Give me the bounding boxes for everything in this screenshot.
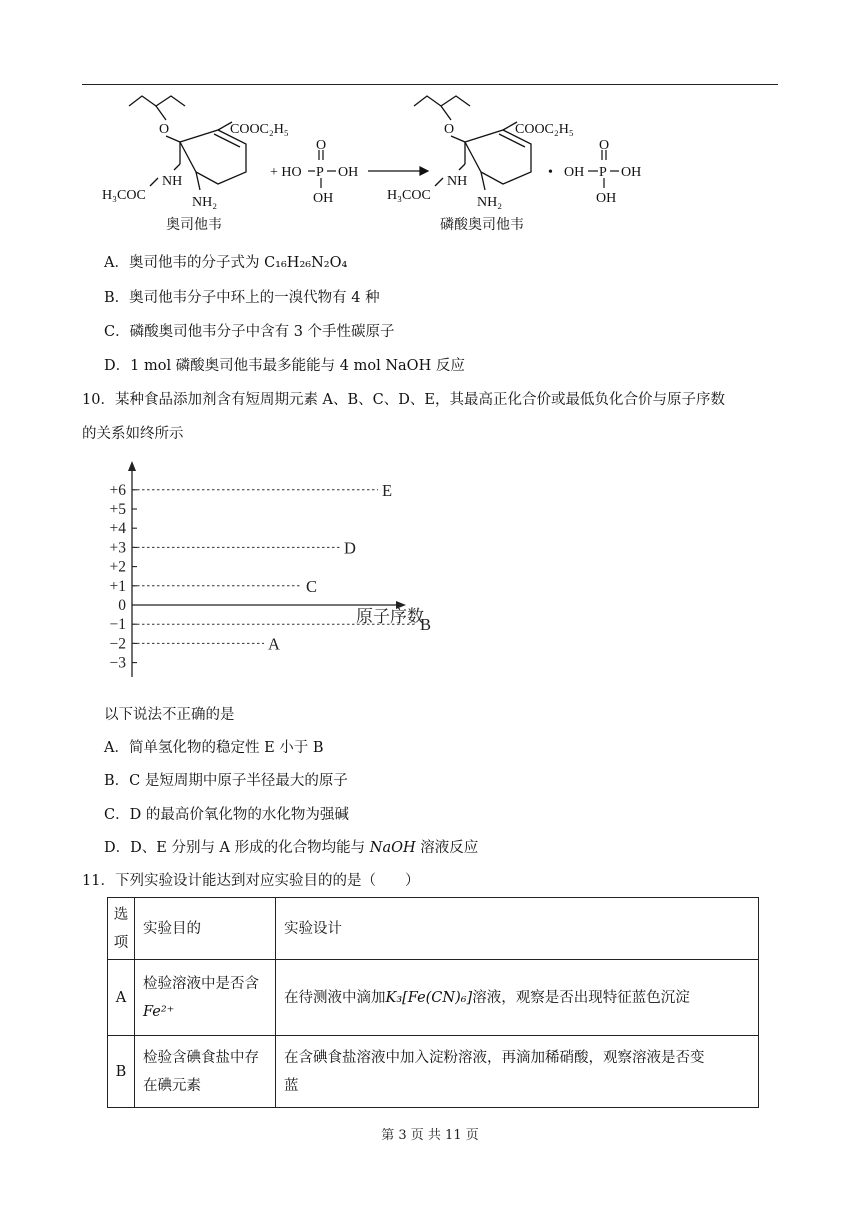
row-b-purpose-line2: 在碘元素	[143, 1077, 201, 1094]
h3coc-label-right: H₃COC	[387, 188, 431, 203]
salt-phosphorus-label: P	[599, 165, 607, 180]
row-b-design-line2: 蓝	[284, 1077, 299, 1094]
oseltamivir-label: 奥司他韦	[166, 218, 222, 233]
salt-oh-bottom: OH	[596, 191, 617, 206]
cooc2h5-label-left: COOC₂H₅	[230, 122, 289, 137]
y-tick-label: +2	[109, 558, 126, 576]
q10-option-b: B．C 是短周期中原子半径最大的原子	[104, 773, 348, 789]
point-label-b: B	[420, 615, 432, 635]
y-tick-label: +6	[109, 481, 126, 499]
valence-chart	[96, 455, 446, 685]
point-label-e: E	[382, 480, 393, 500]
phosphoric-oh-right: OH	[338, 165, 359, 180]
nh-label-right: NH	[447, 174, 468, 189]
oseltamivir-phosphate-label: 磷酸奥司他韦	[440, 218, 524, 233]
row-b-purpose-line1: 检验含碘食盐中存	[143, 1049, 259, 1066]
salt-oh-right: OH	[621, 165, 642, 180]
top-rule	[82, 84, 778, 85]
point-label-d: D	[344, 538, 356, 558]
salt-dot: •	[548, 165, 553, 180]
q10-option-d	[104, 838, 478, 858]
table-row	[108, 960, 759, 1036]
q11-experiment-table	[107, 897, 759, 1108]
q10-option-d-formula: NaOH	[369, 840, 416, 856]
header-option-cell	[108, 898, 135, 960]
y-tick-label: +4	[109, 520, 126, 538]
q10-prompt: 以下说法不正确的是	[104, 707, 235, 723]
row-b-design	[276, 1036, 759, 1108]
q10-stem-line2: 的关系如终所示	[82, 426, 184, 442]
salt-o-top: O	[599, 138, 610, 153]
q9-option-c: C．磷酸奥司他韦分子中含有 3 个手性碳原子	[104, 324, 395, 340]
nh2-label-left: NH₂	[192, 195, 218, 210]
phosphorus-label: P	[316, 165, 324, 180]
y-axis-arrow	[128, 461, 136, 471]
q10-option-a: A．简单氢化物的稳定性 E 小于 B	[104, 740, 324, 756]
cooc2h5-label-right: COOC₂H₅	[515, 122, 574, 137]
phosphoric-oh-bottom: OH	[313, 191, 334, 206]
row-a-design	[276, 960, 759, 1036]
row-b-option: B	[108, 1036, 135, 1108]
o-label-right: O	[444, 122, 455, 137]
o-label-left: O	[159, 122, 170, 137]
q10-option-d-prefix: D．D、E 分别与 A 形成的化合物均能与	[104, 840, 366, 856]
header-option-a: 选	[113, 906, 129, 923]
y-tick-label: −1	[109, 616, 126, 634]
y-tick-label: 0	[118, 597, 126, 614]
plus-ho-label: + HO	[270, 165, 302, 180]
row-b-design-line1: 在含碘食盐溶液中加入淀粉溶液，再滴加稀硝酸，观察溶液是否变	[284, 1049, 705, 1066]
header-design-cell: 实验设计	[276, 898, 759, 960]
nh2-label-right: NH₂	[477, 195, 503, 210]
y-tick-label: +1	[109, 577, 126, 595]
row-a-design-prefix: 在待测液中滴加	[284, 989, 386, 1006]
table-header-row	[108, 898, 759, 960]
h3coc-label-left: H₃COC	[102, 188, 146, 203]
salt-ho-label: OH	[564, 165, 585, 180]
row-a-design-suffix: 溶液，观察是否出现特征蓝色沉淀	[472, 989, 690, 1006]
y-tick-label: +3	[109, 539, 126, 557]
oseltamivir-structure	[129, 96, 246, 190]
row-b-purpose	[135, 1036, 276, 1108]
y-tick-label: −2	[109, 635, 126, 653]
q10-option-d-suffix: 溶液反应	[420, 840, 479, 856]
oseltamivir-reaction-scheme	[96, 92, 666, 238]
q10-option-c: C．D 的最高价氧化物的水化物为强碱	[104, 807, 349, 823]
row-a-purpose-text: 检验溶液中是否含	[143, 975, 259, 992]
row-a-design-formula: K₃[Fe(CN)₆]	[385, 989, 473, 1006]
q9-option-b: B．奥司他韦分子中环上的一溴代物有 4 种	[104, 290, 380, 306]
point-label-c: C	[306, 576, 318, 596]
q11-title: 11．下列实验设计能达到对应实验目的的是（ ）	[82, 873, 420, 889]
row-a-option: A	[108, 960, 135, 1036]
q10-stem-line1: 10．某种食品添加剂含有短周期元素 A、B、C、D、E，其最高正化合价或最低负化合价与原子序数	[82, 392, 725, 408]
point-label-a: A	[268, 634, 280, 654]
table-row	[108, 1036, 759, 1108]
q9-option-a: A．奥司他韦的分子式为 C₁₆H₂₆N₂O₄	[104, 255, 348, 271]
row-a-purpose	[135, 960, 276, 1036]
header-option-b: 项	[113, 934, 129, 951]
y-tick-label: +5	[109, 501, 126, 518]
y-tick-label: −3	[109, 654, 126, 672]
header-purpose-cell: 实验目的	[135, 898, 276, 960]
x-axis-label: 原子序数	[356, 607, 424, 626]
reaction-arrow	[368, 167, 428, 175]
page-footer: 第 3 页 共 11 页	[381, 1128, 479, 1143]
q9-option-d: D．1 mol 磷酸奥司他韦最多能能与 4 mol NaOH 反应	[104, 358, 465, 374]
nh-label-left: NH	[162, 174, 183, 189]
row-a-purpose-formula: Fe²⁺	[143, 1003, 175, 1020]
oseltamivir-phosphate-structure	[414, 96, 531, 190]
phosphoric-o-top: O	[316, 138, 327, 153]
